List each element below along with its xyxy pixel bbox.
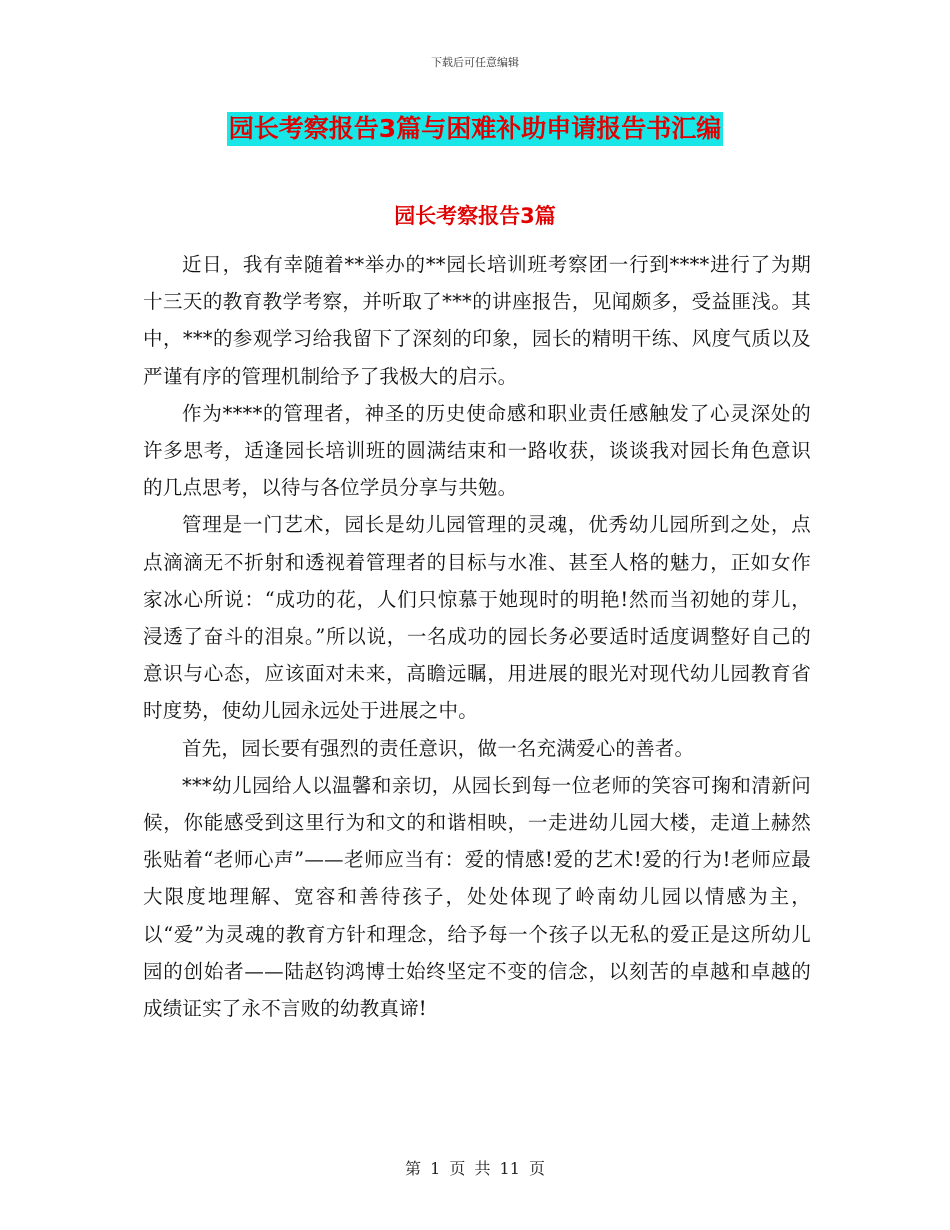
main-title-container	[0, 112, 950, 146]
section-title: 园长考察报告3篇	[394, 204, 556, 228]
header-note: 下载后可任意编辑	[431, 56, 519, 69]
page-number-footer: 第 1 页 共 11 页	[405, 1159, 545, 1178]
document-main-title: 园长考察报告3篇与困难补助申请报告书汇编	[227, 112, 723, 146]
document-body	[143, 246, 811, 1027]
paragraph: 近日，我有幸随着**举办的**园长培训班考察团一行到****进行了为期十三天的教育教学考察，并听取了***的讲座报告，见闻颇多，受益匪浅。其中，***的参观学习给我留下了深刻的印象，园长的精明干练、风度气质以及严谨有序的管理机制给予了我极大的启示。	[143, 253, 811, 388]
paragraph: 首先，园长要有强烈的责任意识，做一名充满爱心的善者。	[182, 736, 695, 760]
paragraph: ***幼儿园给人以温馨和亲切，从园长到每一位老师的笑容可掬和清新问候，你能感受到这里行为和文的和谐相映，一走进幼儿园大楼，走道上赫然张贴着“老师心声”——老师应当有：爱的情感!爱的艺术!爱的行为!老师应最大限度地理解、宽容和善待孩子，处处体现了岭南幼儿园以情感为主，以“爱”为灵魂的教育方针和理念，给予每一个孩子以无私的爱正是这所幼儿园的创始者——陆赵钧鸿博士始终坚定不变的信念，以刻苦的卓越和卓越的成绩证实了永不言败的幼教真谛!	[143, 773, 811, 1021]
paragraph: 管理是一门艺术，园长是幼儿园管理的灵魂，优秀幼儿园所到之处，点点滴滴无不折射和透视着管理者的目标与水准、甚至人格的魅力，正如女作家冰心所说：“成功的花，人们只惊慕于她现时的明艳!然而当初她的芽儿，浸透了奋斗的泪泉。”所以说，一名成功的园长务必要适时适度调整好自己的意识与心态，应该面对未来，高瞻远瞩，用进展的眼光对现代幼儿园教育省时度势，使幼儿园永远处于进展之中。	[143, 513, 811, 723]
paragraph: 作为****的管理者，神圣的历史使命感和职业责任感触发了心灵深处的许多思考，适逢园长培训班的圆满结束和一路收获，谈谈我对园长角色意识的几点思考，以待与各位学员分享与共勉。	[143, 401, 811, 500]
